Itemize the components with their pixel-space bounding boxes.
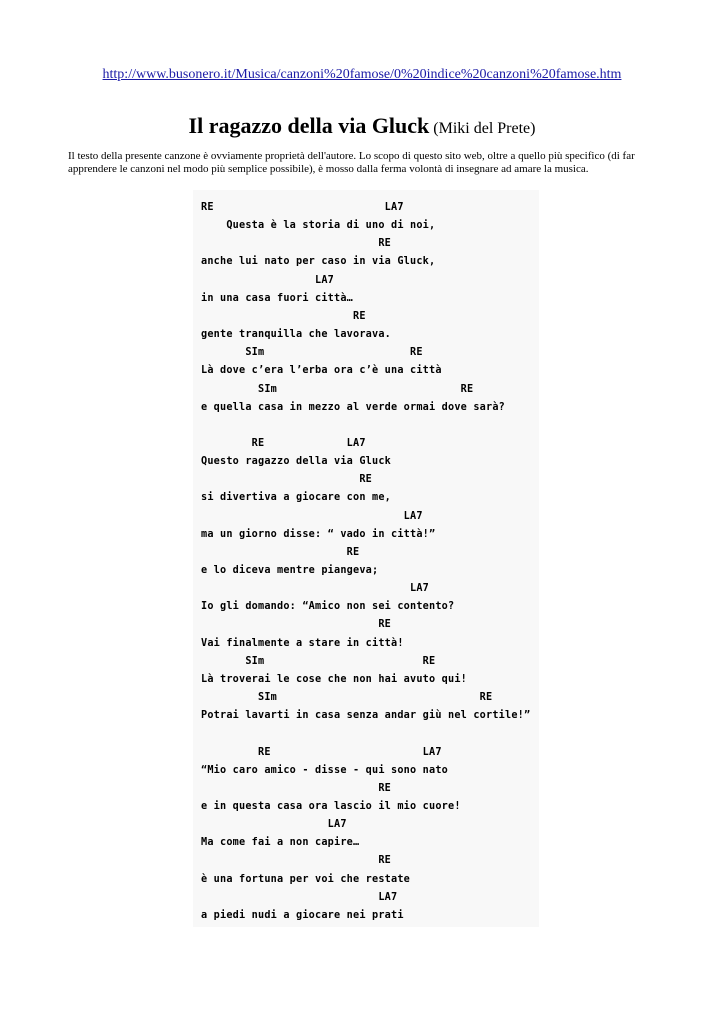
song-author: (Miki del Prete) — [433, 120, 536, 137]
lyrics-line: Ma come fai a non capire… — [201, 837, 360, 849]
lyrics-line: RE LA7 — [201, 437, 366, 449]
lyrics-line: LA7 — [201, 583, 430, 595]
lyrics-line: anche lui nato per caso in via Gluck, — [201, 256, 436, 268]
lyrics-line: SIm RE — [201, 692, 493, 704]
lyrics-line: e lo diceva mentre piangeva; — [201, 565, 379, 576]
lyrics-line: RE — [201, 546, 360, 558]
lyrics-sheet — [193, 190, 539, 927]
lyrics-line: LA7 — [201, 819, 347, 831]
lyrics-line: RE — [201, 855, 392, 867]
lyrics-line: RE — [201, 310, 366, 322]
lyrics-line: LA7 — [201, 274, 335, 286]
lyrics-line: RE — [201, 474, 373, 486]
lyrics-line: SIm RE — [201, 347, 423, 359]
lyrics-line: e quella casa in mezzo al verde ormai dove sarà? — [201, 401, 506, 413]
lyrics-line: Questo ragazzo della via Gluck — [201, 456, 392, 468]
lyrics-line: è una fortuna per voi che restate — [201, 873, 411, 885]
lyrics-line: SIm RE — [201, 383, 474, 395]
lyrics-line: Io gli domando: “Amico non sei contento? — [201, 601, 455, 613]
lyrics-line: RE — [201, 619, 392, 631]
lyrics-line: a piedi nudi a giocare nei prati — [201, 909, 404, 921]
song-title-block — [0, 113, 724, 139]
intro-paragraph: Il testo della presente canzone è ovviamente proprietà dell'autore. Lo scopo di questo sito web, oltre a quello più specifico (di far apprendere le canzoni nel modo più semplice possibile), è mosso dalla ferma volontà di insegnare ad amare la musica. — [68, 150, 635, 175]
lyrics-line: “Mio caro amico - disse - qui sono nato — [201, 764, 449, 776]
lyrics-line: Potrai lavarti in casa senza andar giù nel cortile!” — [201, 710, 531, 722]
lyrics-line: RE — [201, 238, 392, 250]
lyrics-line: ma un giorno disse: “ vado in città!” — [201, 528, 436, 540]
lyrics-line: Là troverai le cose che non hai avuto qui! — [201, 673, 468, 685]
lyrics-line: Questa è la storia di uno di noi, — [201, 220, 436, 232]
lyrics-line: si divertiva a giocare con me, — [201, 492, 392, 504]
lyrics-line: RE LA7 — [201, 746, 442, 758]
lyrics-line: RE LA7 — [201, 202, 404, 213]
lyrics-line: Vai finalmente a stare in città! — [201, 637, 404, 649]
lyrics-line: LA7 — [201, 510, 423, 522]
lyrics-line: in una casa fuori città… — [201, 292, 354, 304]
lyrics-line: LA7 — [201, 891, 398, 903]
lyrics-line: e in questa casa ora lascio il mio cuore! — [201, 800, 461, 812]
source-url-link[interactable]: http://www.busonero.it/Musica/canzoni%20famose/0%20indice%20canzoni%20famose.htm — [102, 67, 622, 82]
lyrics-line: RE — [201, 782, 392, 794]
song-title: Il ragazzo della via Gluck — [188, 113, 430, 138]
lyrics-line: gente tranquilla che lavorava. — [201, 329, 392, 341]
lyrics-line: SIm RE — [201, 655, 436, 667]
lyrics-line: Là dove c’era l’erba ora c’è una città — [201, 365, 442, 377]
